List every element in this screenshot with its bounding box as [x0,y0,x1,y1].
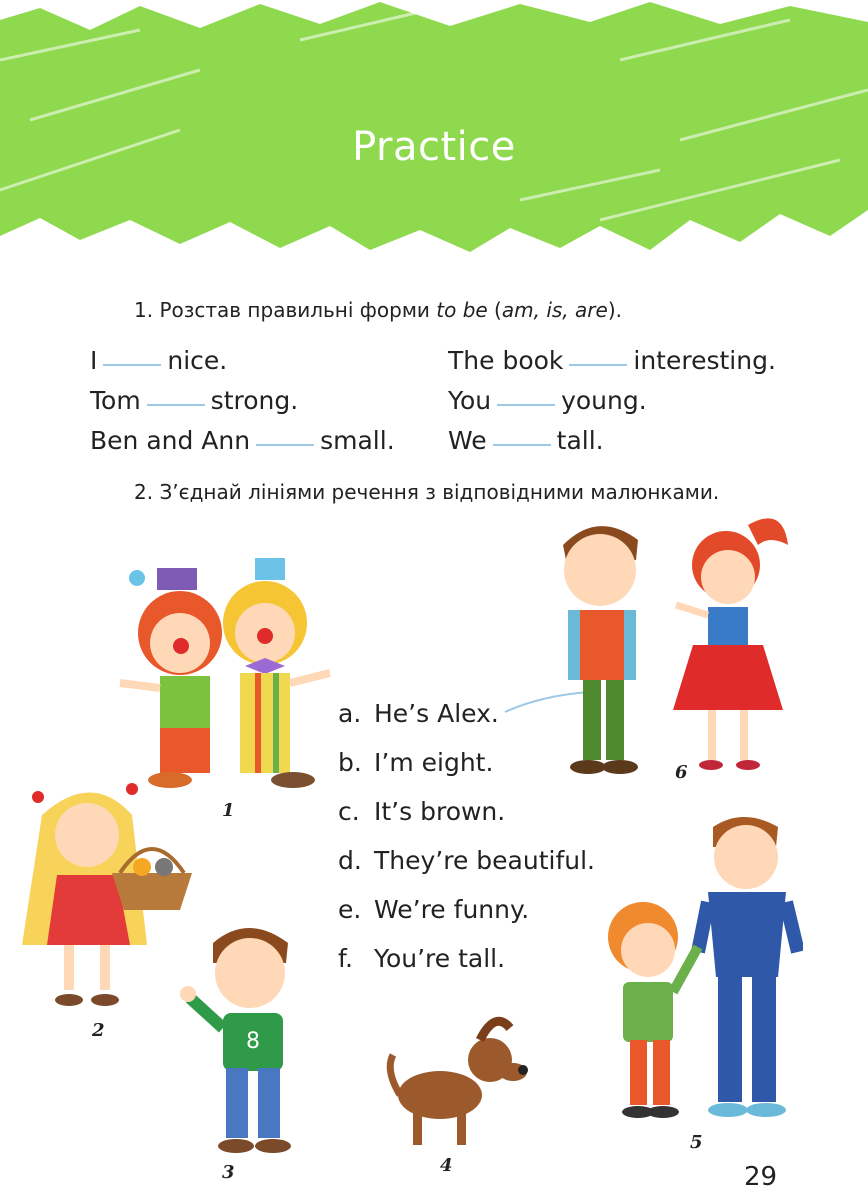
answer-blank[interactable] [569,364,627,366]
sentence-letter: e. [338,895,362,924]
exercise2-instruction: 2. З’єднай лініями речення з відповідними малюнками. [134,480,720,504]
picture-number: 1 [222,800,235,821]
item-after: tall. [556,426,604,455]
picture-number: 3 [222,1162,235,1183]
item-before: Ben and Ann [90,426,251,455]
sentence-item[interactable] [338,794,595,843]
answer-blank[interactable] [493,444,551,446]
sentence-text: We’re funny. [374,895,530,924]
sentence-letter: c. [338,797,360,826]
picture-number: 2 [92,1020,105,1041]
exercise1-item [448,426,604,455]
item-before: We [448,426,487,455]
instruction-tobe: to be [436,298,488,322]
sentence-letter: a. [338,699,362,728]
item-after: young. [561,386,647,415]
sentence-letter: d. [338,846,362,875]
item-after: interesting. [633,346,776,375]
item-before: Tom [90,386,141,415]
header-banner [0,0,868,260]
picture-number: 6 [675,762,688,783]
sentence-text: I’m eight. [374,748,494,777]
instruction-text: 1. Розстав правильні форми [134,298,437,322]
sentence-text: It’s brown. [374,797,506,826]
answer-blank[interactable] [103,364,161,366]
picture-number: 5 [690,1132,703,1153]
answer-blank[interactable] [497,404,555,406]
sentence-item[interactable] [338,941,595,990]
boys-tall-short-illustration[interactable] [598,812,803,1130]
sentence-item[interactable] [338,892,595,941]
exercise1-item [448,386,647,415]
exercise1-item [448,346,776,375]
svg-text:8: 8 [246,1029,260,1054]
sentence-text: They’re beautiful. [374,846,595,875]
item-before: The book [448,346,564,375]
page-number: 29 [744,1162,778,1192]
dog-illustration[interactable] [385,1010,535,1155]
instruction-forms: am, is, are [501,298,608,322]
item-before: I [90,346,98,375]
exercise1-item [90,346,227,375]
picture-number: 4 [440,1155,453,1176]
item-after: small. [320,426,395,455]
exercise1-item [90,386,298,415]
instruction-paren-close: ). [607,298,622,322]
sentence-text: You’re tall. [374,944,506,973]
sentence-letter: b. [338,748,362,777]
sentence-letter: f. [338,944,353,973]
answer-blank[interactable] [147,404,205,406]
girl-with-basket-illustration[interactable] [12,775,202,1015]
sentence-item[interactable] [338,843,595,892]
instruction-paren-open: ( [487,298,502,322]
page-title: Practice [352,124,516,170]
item-before: You [448,386,492,415]
item-after: nice. [167,346,228,375]
exercise1-instruction [134,298,622,322]
boy-thumbs-up-illustration[interactable] [178,918,313,1158]
clowns-illustration[interactable] [115,548,335,798]
item-after: strong. [210,386,299,415]
sentence-text: He’s Alex. [374,699,499,728]
boy-and-girl-illustration[interactable] [548,505,798,780]
exercise1-item [90,426,395,455]
answer-blank[interactable] [256,444,314,446]
